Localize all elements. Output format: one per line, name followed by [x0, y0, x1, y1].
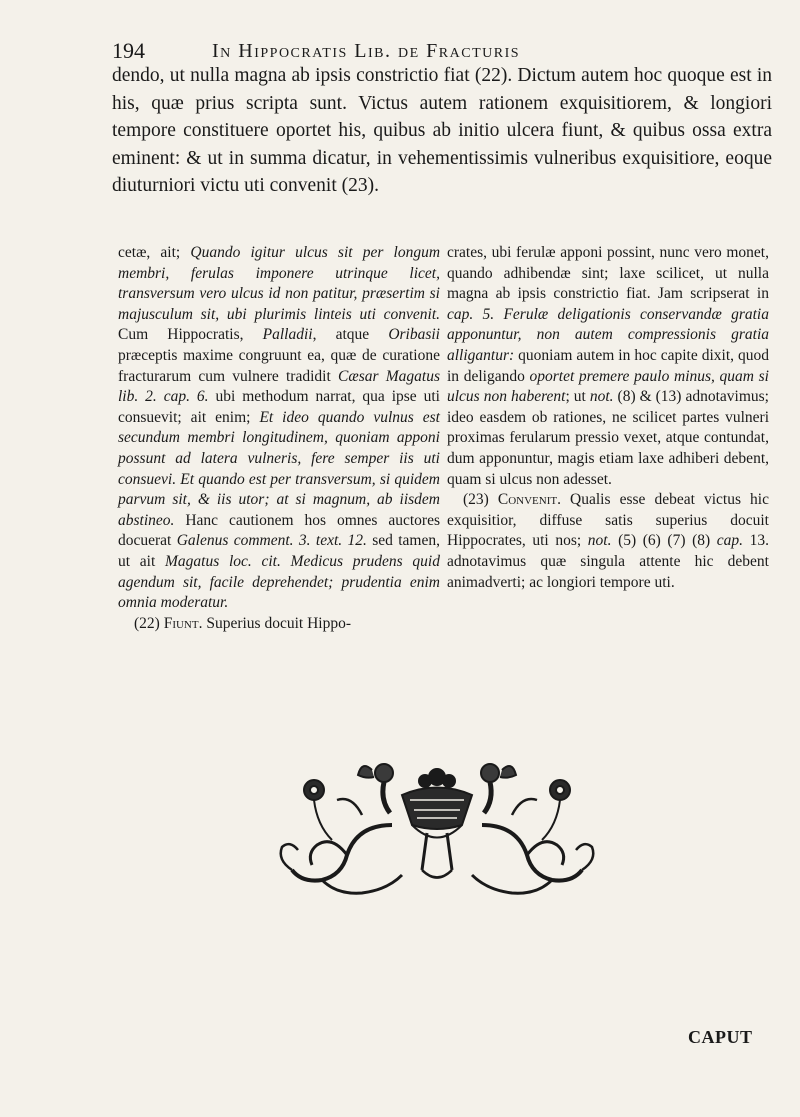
note-label: (22)	[134, 614, 160, 632]
citation: Galenus comment. 3. text. 12.	[176, 532, 367, 550]
commentary-text: (8) & (13) adnotavimus; ideo easdem ob rationes, ne scilicet partes vulneri proximas ferularum pressio vexet, atque contundat, dum apponuntur, magis etiam laxe adhiberi debent, quam si ulcus non adesset.	[447, 388, 769, 488]
commentary-text: cetæ, ait;	[118, 244, 181, 261]
note-22	[118, 614, 440, 635]
commentary-quote: cap. 5. Ferulæ deligationis conservandæ gratia apponuntur, non autem compressionis gratia alligantur:	[447, 305, 769, 364]
note-lemma: Convenit	[497, 491, 558, 509]
author-name: Oribasii	[388, 326, 440, 344]
citation: not.	[589, 388, 614, 406]
commentary-text: quoniam autem in hoc capite dixit, quod in deligando	[447, 346, 769, 385]
main-paragraph: dendo, ut nulla magna ab ipsis constrictio fiat (22). Dictum autem hoc quoque est in his, quæ prius scripta sunt. Victus autem rationem exquisitiorem, & longiori tempore constituere oportet his, quibus ab initio ulcera fiunt, & quibus ossa extra eminent: & ut in summa dicatur, in vehementissimis vulneribus exquisitiore, eoque diuturniori victu uti convenit (23).	[112, 65, 772, 196]
running-title: In Hippocratis Lib. de Fracturis	[212, 40, 521, 62]
commentary-text: præceptis maxime congruunt ea, quæ de curatione fracturarum cum vulnere tradidit	[118, 346, 440, 385]
note-text: (5) (6) (7) (8)	[618, 532, 711, 550]
commentary-quote: Et ideo quando vulnus est secundum membri longitudinem, quoniam apponi possunt ad latera vulneris, fere semper iis uti consuevi. Et quando est per transversum, si quidem parvum sit, & iis utor; at si magnum, ab iisdem abstineo.	[118, 408, 440, 529]
commentary-text: ; ut	[565, 388, 586, 406]
citation: Cæsar Magatus lib. 2. cap. 6.	[118, 367, 440, 406]
note-label: (23)	[463, 491, 489, 509]
author-name: Palladii	[262, 326, 313, 344]
commentary-text: ubi methodum narrat, qua ipse uti consuevit; ait enim;	[118, 388, 440, 426]
note-lemma: Fiunt	[163, 614, 199, 632]
cherub-basket-tailpiece-icon	[262, 755, 612, 905]
note-23	[447, 490, 769, 593]
main-text-block	[112, 62, 772, 200]
commentary-left-column	[118, 243, 440, 634]
commentary-text: crates, ubi ferulæ apponi possint, nunc vero monet, quando adhibendæ sint; laxe scilicet, ut nulla magna ab ipsis constrictio fiat. Jam scripserat in	[447, 244, 769, 303]
commentary-text: sed tamen, ut ait	[118, 532, 440, 570]
note-text: . Qualis esse debeat victus hic exquisitior, diffuse satis superius docuit Hippocrates, uti nos;	[447, 491, 769, 550]
commentary-quote: Magatus loc. cit. Medicus prudens quid agendum sit, facile deprehendet; prudentia enim omnia moderatur.	[118, 552, 440, 612]
note-text: 13. adnotavimus quæ singula attente hic debent animadverti; ac longiori tempore uti.	[447, 532, 770, 591]
citation: cap.	[716, 532, 744, 550]
page-number: 194	[112, 38, 145, 63]
commentary-right-column	[447, 243, 769, 593]
commentary-paragraph	[447, 243, 769, 490]
commentary-text: , atque	[312, 326, 370, 344]
commentary-quote: Quando igitur ulcus sit per longum membri, ferulas imponere utrinque licet, transversum vero ulcus id non patitur, præsertim si majusculum sit, ubi plurimis linteis uti convenit.	[118, 244, 441, 323]
commentary-text: Hanc cautionem hos omnes auctores docuerat	[118, 511, 440, 550]
commentary-text: Cum Hippocratis,	[118, 326, 244, 344]
catchword: CAPUT	[688, 1027, 753, 1047]
commentary-quote: oportet premere paulo minus, quam si ulcus non haberent	[447, 367, 769, 406]
citation: not.	[587, 532, 612, 550]
commentary-paragraph	[118, 243, 440, 614]
note-text: . Superius docuit Hippo-	[198, 614, 351, 632]
